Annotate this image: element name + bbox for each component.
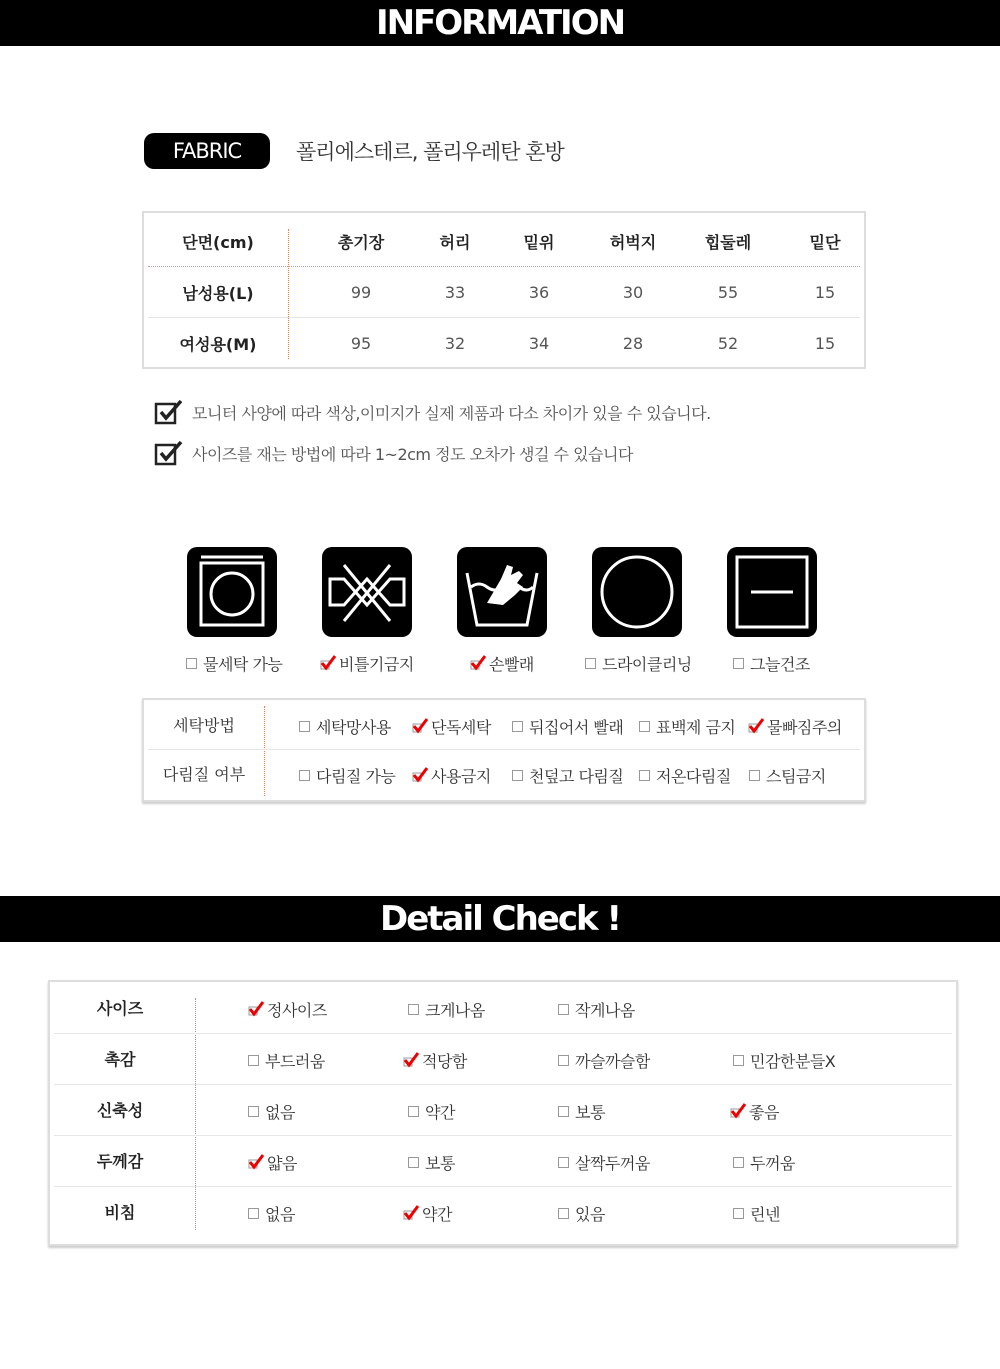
notice-text: 모니터 사양에 따라 색상,이미지가 실제 제품과 다소 차이가 있을 수 있습니다. [192, 403, 711, 423]
size-col-header: 허리 [439, 233, 471, 252]
detail-option [733, 1035, 835, 1085]
detail-option-label: 있음 [575, 1204, 605, 1224]
detail-option-label: 없음 [265, 1102, 295, 1122]
detail-option-label: 크게나옴 [425, 1000, 485, 1020]
checkbox-icon [248, 1106, 259, 1117]
red-check-icon [412, 767, 428, 783]
checkbox-icon [408, 1157, 419, 1168]
checkbox-icon [639, 721, 650, 732]
checkbox-icon [558, 1157, 569, 1168]
red-check-icon [748, 718, 764, 734]
checkbox-icon [512, 770, 523, 781]
detail-option [248, 1086, 295, 1136]
checkbox-icon [558, 1106, 569, 1117]
wash-option [748, 702, 842, 750]
detail-check-table [48, 980, 958, 1246]
wash-option [412, 751, 491, 799]
detail-option-label: 까슬까슬함 [575, 1051, 650, 1071]
detail-option [248, 1035, 325, 1085]
checkbox-icon [408, 1004, 419, 1015]
detail-option-label: 보통 [575, 1102, 605, 1122]
wash-option-label: 물빠짐주의 [767, 717, 842, 737]
notice-item [154, 440, 633, 466]
red-check-icon [320, 655, 336, 671]
detail-option [248, 1137, 297, 1187]
checkbox-icon [733, 1157, 744, 1168]
detail-row-title: 사이즈 [96, 999, 144, 1018]
detail-option [558, 1035, 650, 1085]
size-value: 52 [717, 333, 739, 353]
care-label: 비틀기금지 [339, 654, 414, 674]
size-value: 30 [622, 283, 644, 302]
size-value: 32 [444, 333, 466, 353]
detail-check-banner: Detail Check ! [0, 896, 1000, 942]
care-option [585, 652, 692, 674]
wash-option [639, 702, 735, 750]
detail-option-label: 민감한분들X [750, 1051, 836, 1071]
wash-option-label: 저온다림질 [656, 766, 731, 786]
size-value: 34 [528, 333, 550, 353]
size-value: 99 [350, 283, 372, 302]
information-banner: INFORMATION [0, 0, 1000, 46]
care-label: 드라이클리닝 [602, 654, 692, 674]
care-option [186, 652, 282, 674]
wash-table [142, 698, 866, 802]
checkbox-checked-icon [154, 440, 184, 466]
red-check-icon [403, 1052, 419, 1068]
no-twist-icon [322, 547, 412, 637]
checkbox-icon [248, 1055, 259, 1066]
detail-option [730, 1086, 779, 1136]
checkbox-icon [733, 1055, 744, 1066]
detail-option [403, 1035, 467, 1085]
detail-option-label: 두꺼움 [750, 1153, 795, 1173]
detail-option [408, 1086, 455, 1136]
wash-row-title: 다림질 여부 [162, 765, 246, 784]
table-row [148, 751, 860, 799]
wash-option-label: 표백제 금지 [656, 717, 736, 737]
detail-option [408, 1137, 455, 1187]
wash-option [412, 702, 491, 750]
table-row [54, 1188, 952, 1238]
size-value: 15 [814, 283, 836, 302]
fabric-badge: FABRIC [144, 133, 270, 169]
checkbox-icon [585, 658, 596, 669]
size-value: 36 [528, 283, 550, 302]
size-value: 55 [717, 283, 739, 302]
checkbox-icon [558, 1208, 569, 1219]
detail-option [248, 984, 327, 1034]
size-table-header [148, 217, 860, 267]
wash-option [299, 751, 395, 799]
checkbox-icon [186, 658, 197, 669]
detail-option-label: 부드러움 [265, 1051, 325, 1071]
detail-option-label: 보통 [425, 1153, 455, 1173]
red-check-icon [248, 1154, 264, 1170]
size-col-header: 허벅지 [609, 233, 657, 252]
washing-machine-icon [187, 547, 277, 637]
detail-option-label: 적당함 [422, 1051, 467, 1071]
care-option [470, 652, 534, 674]
care-label: 그늘건조 [750, 654, 810, 674]
size-table [142, 211, 866, 369]
detail-option [248, 1188, 295, 1238]
checkbox-icon [749, 770, 760, 781]
detail-row-title: 신축성 [96, 1101, 144, 1120]
checkbox-icon [733, 1208, 744, 1219]
wash-row-title: 세탁방법 [173, 716, 235, 735]
red-check-icon [730, 1103, 746, 1119]
size-value: 28 [622, 333, 644, 353]
red-check-icon [412, 718, 428, 734]
size-col-header: 밑단 [809, 233, 841, 252]
detail-row-title: 두께감 [96, 1152, 144, 1171]
wash-option [512, 751, 623, 799]
table-row [54, 1086, 952, 1136]
detail-option [403, 1188, 452, 1238]
table-row [54, 984, 952, 1034]
detail-option [558, 1086, 605, 1136]
wash-option [639, 751, 731, 799]
care-option [733, 652, 810, 674]
size-value: 33 [444, 283, 466, 302]
size-corner-label: 단면(cm) [182, 233, 254, 252]
size-row-label: 남성용(L) [182, 284, 254, 303]
detail-row-title: 비침 [104, 1203, 136, 1222]
detail-option-label: 좋음 [749, 1102, 779, 1122]
notice-item [154, 399, 711, 425]
red-check-icon [248, 1001, 264, 1017]
detail-option-label: 린넨 [750, 1204, 780, 1224]
dry-clean-icon [592, 547, 682, 637]
detail-option [733, 1188, 780, 1238]
fabric-value: 폴리에스테르, 폴리우레탄 혼방 [296, 140, 564, 164]
size-value: 95 [350, 333, 372, 353]
care-label: 손빨래 [489, 654, 534, 674]
wash-option-label: 단독세탁 [431, 717, 491, 737]
red-check-icon [470, 655, 486, 671]
care-label: 물세탁 가능 [203, 654, 283, 674]
detail-option-label: 작게나옴 [575, 1000, 635, 1020]
table-row [54, 1035, 952, 1085]
wash-option-label: 뒤집어서 빨래 [529, 717, 624, 737]
table-row [148, 318, 860, 368]
detail-option-label: 약간 [425, 1102, 455, 1122]
detail-row-title: 촉감 [104, 1050, 136, 1069]
wash-option-label: 천덮고 다림질 [529, 766, 624, 786]
checkbox-checked-icon [154, 399, 184, 425]
table-row [54, 1137, 952, 1187]
checkbox-icon [639, 770, 650, 781]
size-col-header: 총기장 [337, 233, 385, 252]
wash-option-label: 스팀금지 [766, 766, 826, 786]
detail-option [558, 1137, 650, 1187]
care-option [320, 652, 414, 674]
checkbox-icon [558, 1004, 569, 1015]
checkbox-icon [408, 1106, 419, 1117]
detail-option-label: 없음 [265, 1204, 295, 1224]
wash-option-label: 세탁망사용 [316, 717, 391, 737]
detail-option-label: 정사이즈 [267, 1000, 327, 1020]
wash-option-label: 사용금지 [431, 766, 491, 786]
size-row-label: 여성용(M) [179, 334, 257, 354]
table-row [148, 702, 860, 750]
detail-option-label: 살짝두꺼움 [575, 1153, 650, 1173]
wash-option [299, 702, 391, 750]
checkbox-icon [733, 658, 744, 669]
wash-option-label: 다림질 가능 [316, 766, 396, 786]
detail-option [408, 984, 485, 1034]
checkbox-icon [558, 1055, 569, 1066]
size-value: 15 [814, 333, 836, 353]
wash-option [512, 702, 623, 750]
checkbox-icon [512, 721, 523, 732]
size-col-header: 밑위 [523, 233, 555, 252]
red-check-icon [403, 1205, 419, 1221]
checkbox-icon [299, 721, 310, 732]
wash-option [749, 751, 826, 799]
detail-option-label: 얇음 [267, 1153, 297, 1173]
detail-option-label: 약간 [422, 1204, 452, 1224]
checkbox-icon [248, 1208, 259, 1219]
table-row [148, 268, 860, 318]
hand-wash-icon [457, 547, 547, 637]
checkbox-icon [299, 770, 310, 781]
notice-text: 사이즈를 재는 방법에 따라 1~2cm 정도 오차가 생길 수 있습니다 [192, 444, 633, 464]
shade-dry-icon [727, 547, 817, 637]
size-col-header: 힙둘레 [704, 233, 752, 252]
detail-option [733, 1137, 795, 1187]
detail-option [558, 984, 635, 1034]
detail-option [558, 1188, 605, 1238]
